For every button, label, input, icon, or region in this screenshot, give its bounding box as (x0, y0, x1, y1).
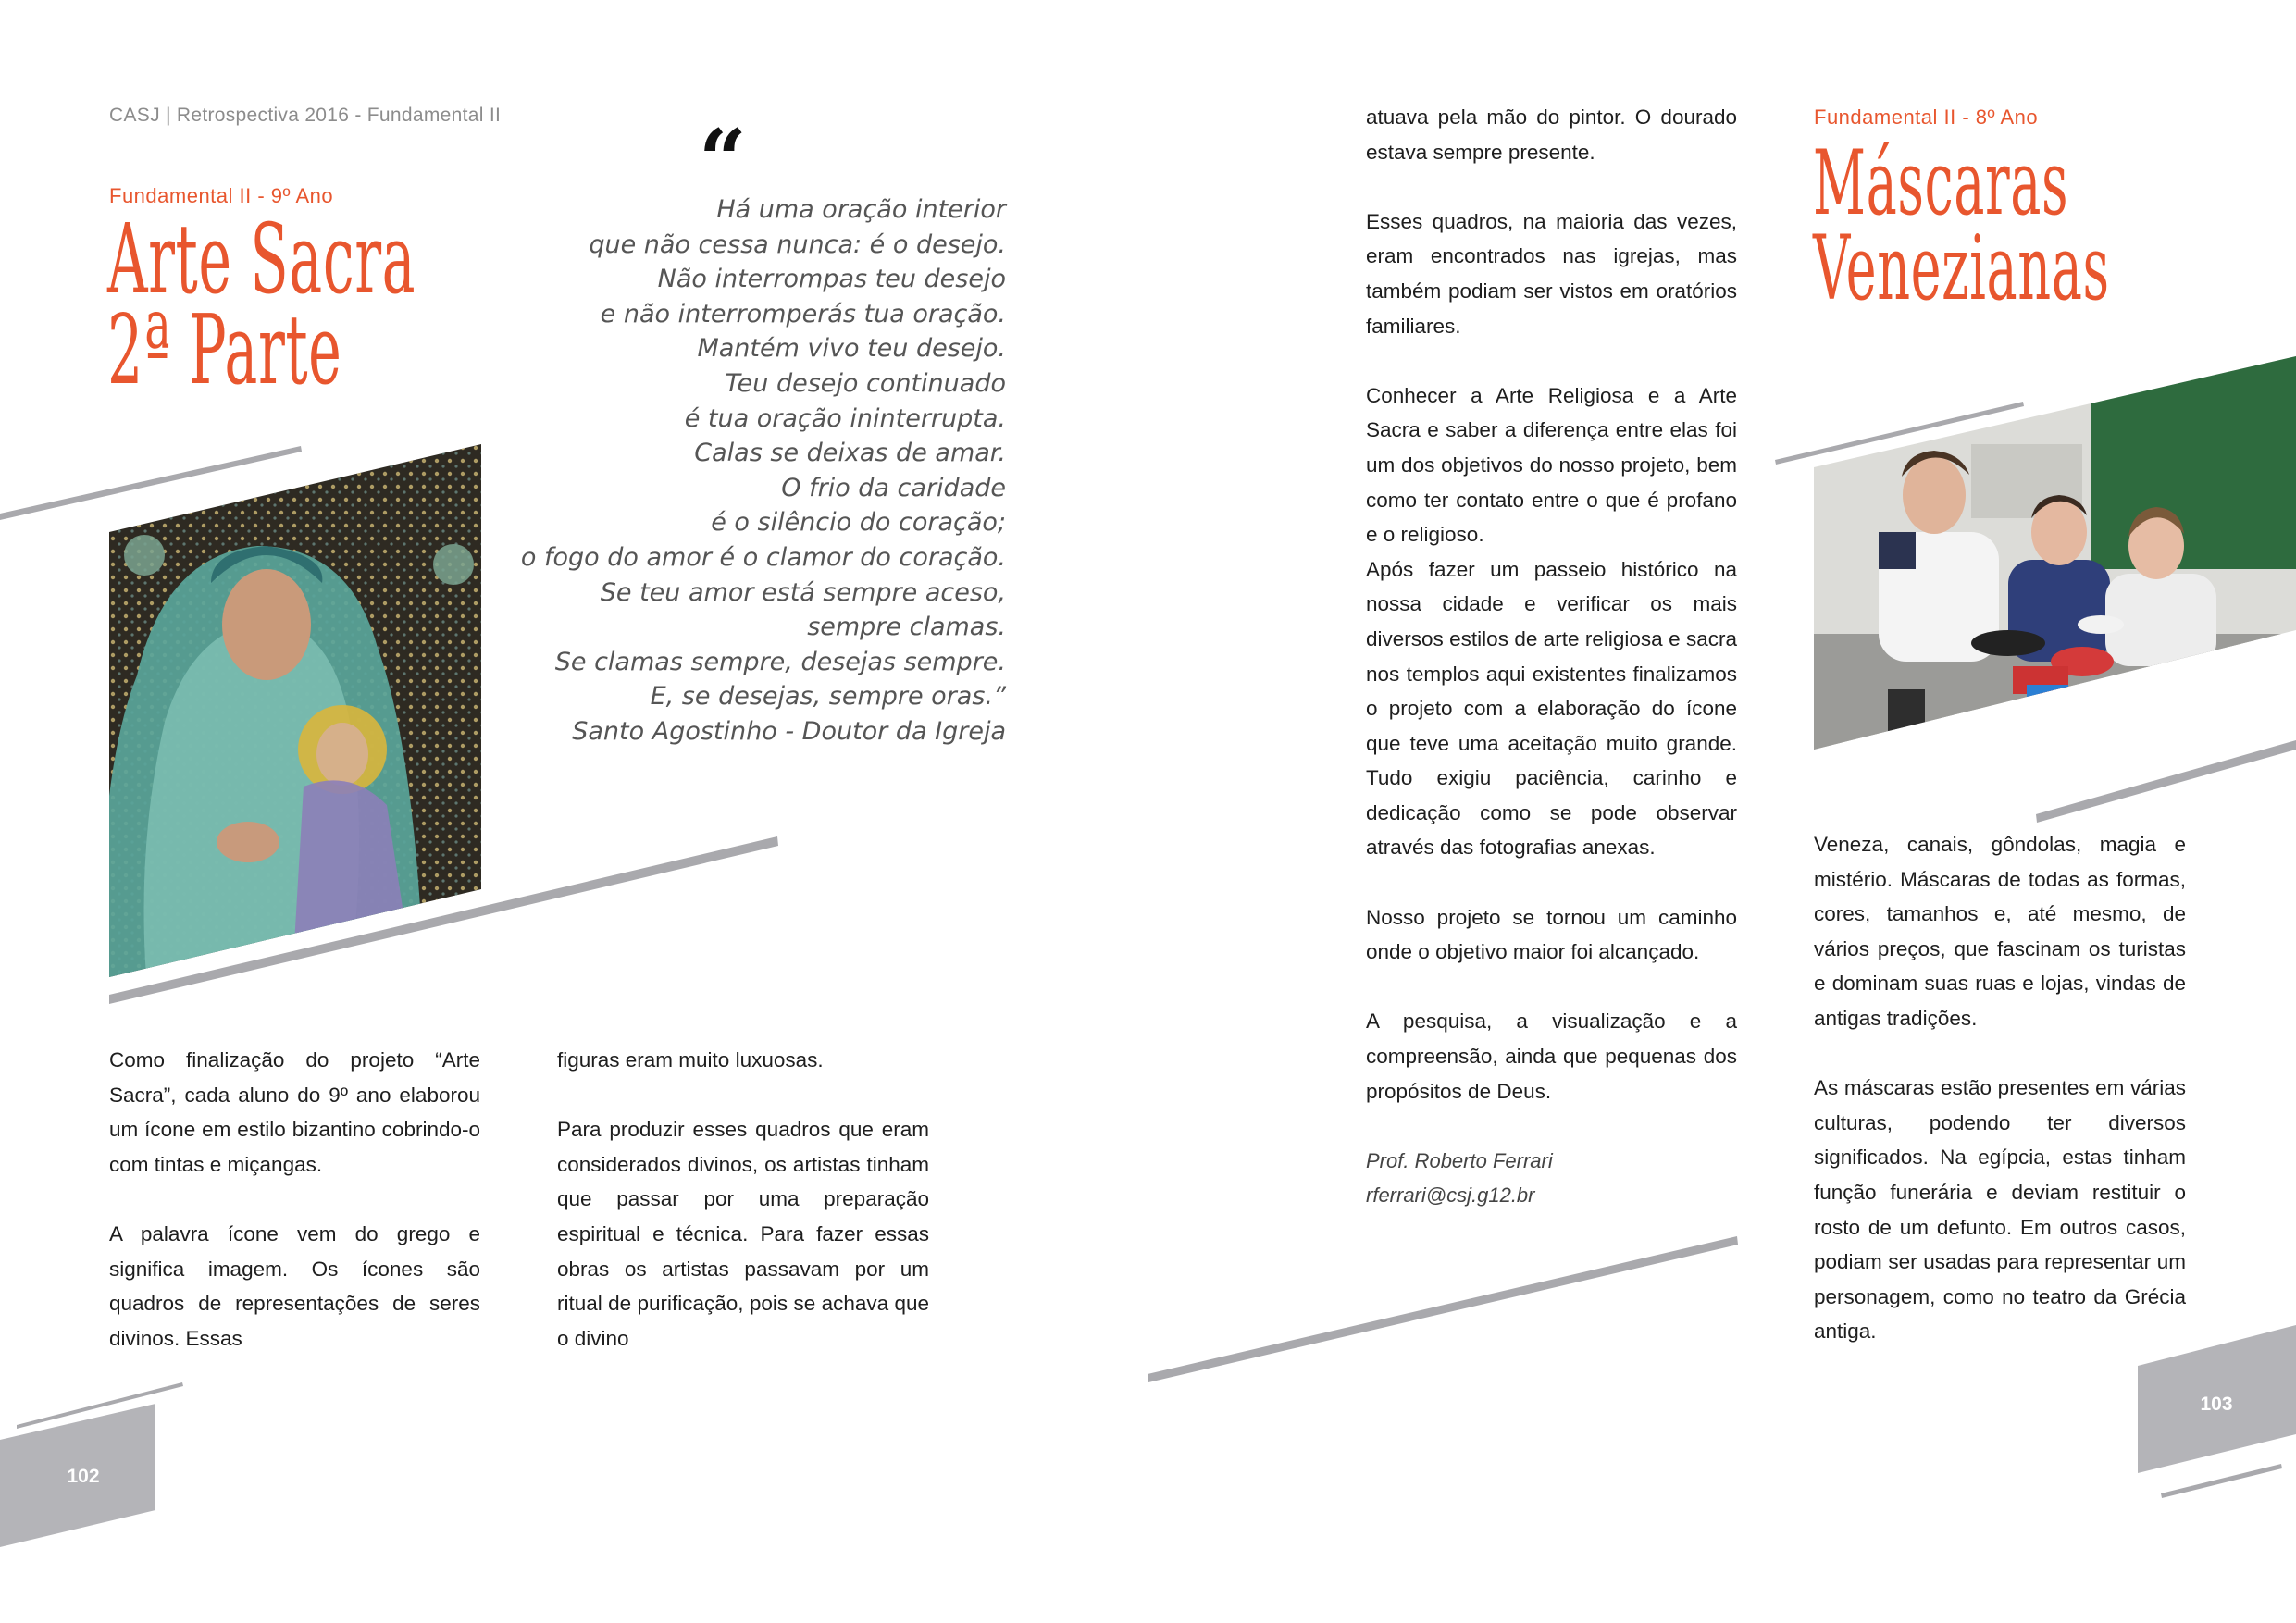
stripe-bottom-right (2161, 1464, 2282, 1498)
quote-line: Teu desejo continuado (725, 368, 1006, 398)
stripe-bottom-center (1148, 1236, 1738, 1382)
page-number-right: 103 (2200, 1394, 2233, 1415)
left-section-kicker: Fundamental II - 9º Ano (109, 184, 334, 207)
quote-line: e não interromperás tua oração. (600, 299, 1006, 328)
paragraph: Conhecer a Arte Religiosa e a Arte Sacra e saber a diferença entre elas foi um dos objetivos do nosso projeto, bem como ter contato entre o que é profano e o religioso. (1366, 383, 1737, 547)
title-line: Arte Sacra (107, 203, 416, 316)
quote-line: Santo Agostinho - Doutor da Igreja (572, 716, 1006, 746)
left-body-column-1 (109, 1043, 480, 1356)
paragraph: Veneza, canais, gôndolas, magia e mistério. Máscaras de todas as formas, cores, tamanhos e, até mesmo, de vários preços, que fascinam os turistas e dominam suas ruas e lojas, vindas de antigas tradições. (1814, 833, 2186, 1030)
paragraph: A pesquisa, a visualização e a compreensão, ainda que pequenas dos propósitos de Deus. (1366, 1010, 1737, 1103)
right-body-column-2 (1814, 827, 2186, 1349)
quote-mark: “ (699, 111, 747, 209)
students-photo (1814, 356, 2296, 750)
paragraph: Após fazer um passeio histórico na nossa cidade e verificar os mais diversos estilos de arte religiosa e sacra nos templos aqui existentes finalizamos o projeto com a elaboração do ícone que teve uma aceitação muito grande. Tudo exigiu paciência, carinho e dedicação como se pode observar através das fotografias anexas. (1366, 557, 1737, 860)
right-body-column-1 (1366, 100, 1737, 1213)
quote-line: Se clamas sempre, desejas sempre. (554, 647, 1006, 676)
running-header: CASJ | Retrospectiva 2016 - Fundamental II (109, 105, 502, 126)
quote-line: Não interrompas teu desejo (657, 265, 1006, 294)
paragraph: Esses quadros, na maioria das vezes, eram encontrados nas igrejas, mas também podiam ser vistos em oratórios familiares. (1366, 209, 1737, 338)
sacred-icon-artwork (109, 444, 481, 977)
right-page-title (1813, 131, 2296, 320)
quote-line: Se teu amor está sempre aceso, (600, 577, 1006, 607)
paragraph: Nosso projeto se tornou um caminho onde o objetivo maior foi alcançado. (1366, 905, 1737, 964)
stripe-photo-right (2036, 740, 2296, 823)
right-section-kicker: Fundamental II - 8º Ano (1814, 105, 2039, 129)
title-line: Venezianas (1813, 217, 2110, 320)
quote-line: Calas se deixas de amar. (694, 439, 1006, 468)
paragraph: A palavra ícone vem do grego e significa imagem. Os ícones são quadros de representações de seres divinos. Essas (109, 1221, 480, 1350)
author-email[interactable]: rferrari@csj.g12.br (1366, 1183, 1535, 1208)
quote-line: sempre clamas. (807, 613, 1006, 642)
saint-augustine-quote (518, 192, 1006, 750)
left-body-column-2 (557, 1043, 929, 1356)
paragraph: atuava pela mão do pintor. O dourado estava sempre presente. (1366, 105, 1737, 164)
quote-line: é o silêncio do coração; (711, 508, 1006, 538)
paragraph: Para produzir esses quadros que eram considerados divinos, os artistas tinham que passar por uma preparação espiritual e técnica. Para fazer essas obras os artistas passavam por um ritual de purificação, pois se achava que o divino (557, 1118, 929, 1350)
quote-line: E, se desejas, sempre oras.” (650, 682, 1006, 712)
author-name: Prof. Roberto Ferrari (1366, 1148, 1553, 1172)
paragraph: figuras eram muito luxuosas. (557, 1048, 824, 1072)
paragraph: Como finalização do projeto “Arte Sacra”, cada aluno do 9º ano elaborou um ícone em estilo bizantino cobrindo-o com tintas e miçangas. (109, 1048, 480, 1176)
title-line: 2ª Parte (107, 293, 342, 406)
quote-line: Mantém vivo teu desejo. (697, 334, 1006, 364)
quote-line: O frio da caridade (781, 473, 1006, 502)
page-number-left: 102 (67, 1466, 100, 1487)
quote-line: é tua oração ininterrupta. (684, 403, 1006, 433)
title-line: Máscaras (1813, 131, 2069, 235)
quote-line: Há uma oração interior (716, 195, 1006, 224)
quote-line: que não cessa nunca: é o desejo. (589, 229, 1006, 259)
paragraph: As máscaras estão presentes em várias culturas, podendo ter diversos significados. Na egípcia, estas tinham função funerária e deviam restituir o rosto de um defunto. Em outros casos, podiam ser usadas para representar um personagem, como no teatro da Grécia antiga. (1814, 1076, 2186, 1344)
quote-line: o fogo do amor é o clamor do coração. (520, 542, 1006, 572)
